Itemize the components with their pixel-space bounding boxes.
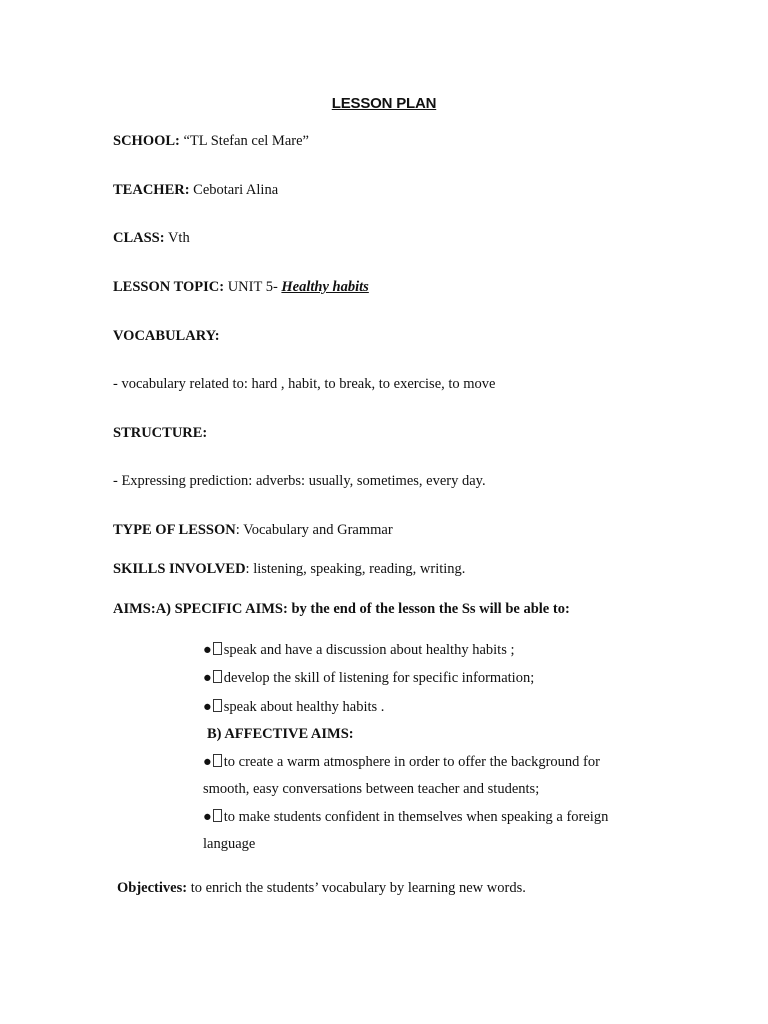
- skills-line: [113, 560, 465, 578]
- bullet-icon: ●: [203, 809, 212, 825]
- lesson-type-label: TYPE OF LESSON: [113, 522, 236, 538]
- structure-heading: STRUCTURE:: [113, 425, 208, 441]
- teacher-value: Cebotari Alina: [193, 182, 279, 198]
- affective-aim-continuation: language: [203, 836, 256, 852]
- missing-glyph-icon: [213, 699, 222, 712]
- specific-aim-item: [203, 698, 384, 716]
- school-label: SCHOOL:: [113, 133, 180, 149]
- missing-glyph-icon: [213, 670, 222, 683]
- skills-value: : listening, speaking, reading, writing.: [245, 561, 466, 577]
- bullet-icon: ●: [203, 642, 212, 658]
- affective-aim-text: to create a warm atmosphere in order to offer the background for: [223, 754, 600, 770]
- teacher-line: [113, 181, 278, 199]
- document-title: LESSON PLAN: [331, 95, 437, 112]
- objectives-value: to enrich the students’ vocabulary by learning new words.: [190, 880, 526, 896]
- missing-glyph-icon: [213, 754, 222, 767]
- objectives-label: Objectives:: [117, 880, 188, 896]
- class-value: Vth: [167, 230, 190, 246]
- vocabulary-heading: VOCABULARY:: [113, 328, 220, 344]
- lesson-type-line: [113, 521, 393, 539]
- school-line: [113, 132, 309, 150]
- specific-aim-item: [203, 669, 534, 687]
- topic-emphasis: Healthy habits: [281, 279, 369, 295]
- topic-line: [113, 278, 369, 296]
- affective-aim-item: [203, 753, 600, 771]
- bullet-icon: ●: [203, 754, 212, 770]
- specific-aim-text: develop the skill of listening for specific information;: [223, 670, 535, 686]
- bullet-icon: ●: [203, 699, 212, 715]
- vocabulary-text: - vocabulary related to: hard , habit, to break, to exercise, to move: [113, 376, 496, 392]
- class-label: CLASS:: [113, 230, 165, 246]
- missing-glyph-icon: [213, 809, 222, 822]
- bullet-icon: ●: [203, 670, 212, 686]
- specific-aim-item: [203, 641, 515, 659]
- teacher-label: TEACHER:: [113, 182, 190, 198]
- structure-text: - Expressing prediction: adverbs: usually, sometimes, every day.: [113, 473, 486, 489]
- affective-aim-item: [203, 808, 608, 826]
- affective-aim-text: to make students confident in themselves when speaking a foreign: [223, 809, 609, 825]
- topic-prefix: UNIT 5-: [227, 279, 282, 295]
- specific-aim-text: speak and have a discussion about healthy habits ;: [223, 642, 515, 658]
- topic-label: LESSON TOPIC:: [113, 279, 225, 295]
- lesson-type-value: : Vocabulary and Grammar: [235, 522, 393, 538]
- affective-aims-heading: B) AFFECTIVE AIMS:: [207, 726, 354, 742]
- missing-glyph-icon: [213, 642, 222, 655]
- specific-aim-text: speak about healthy habits .: [223, 699, 385, 715]
- class-line: [113, 229, 190, 247]
- aims-heading: AIMS:A) SPECIFIC AIMS: by the end of the lesson the Ss will be able to:: [113, 601, 570, 617]
- affective-aim-continuation: smooth, easy conversations between teacher and students;: [203, 781, 540, 797]
- skills-label: SKILLS INVOLVED: [113, 561, 246, 577]
- school-value: “TL Stefan cel Mare”: [183, 133, 309, 149]
- objectives-line: [117, 879, 526, 897]
